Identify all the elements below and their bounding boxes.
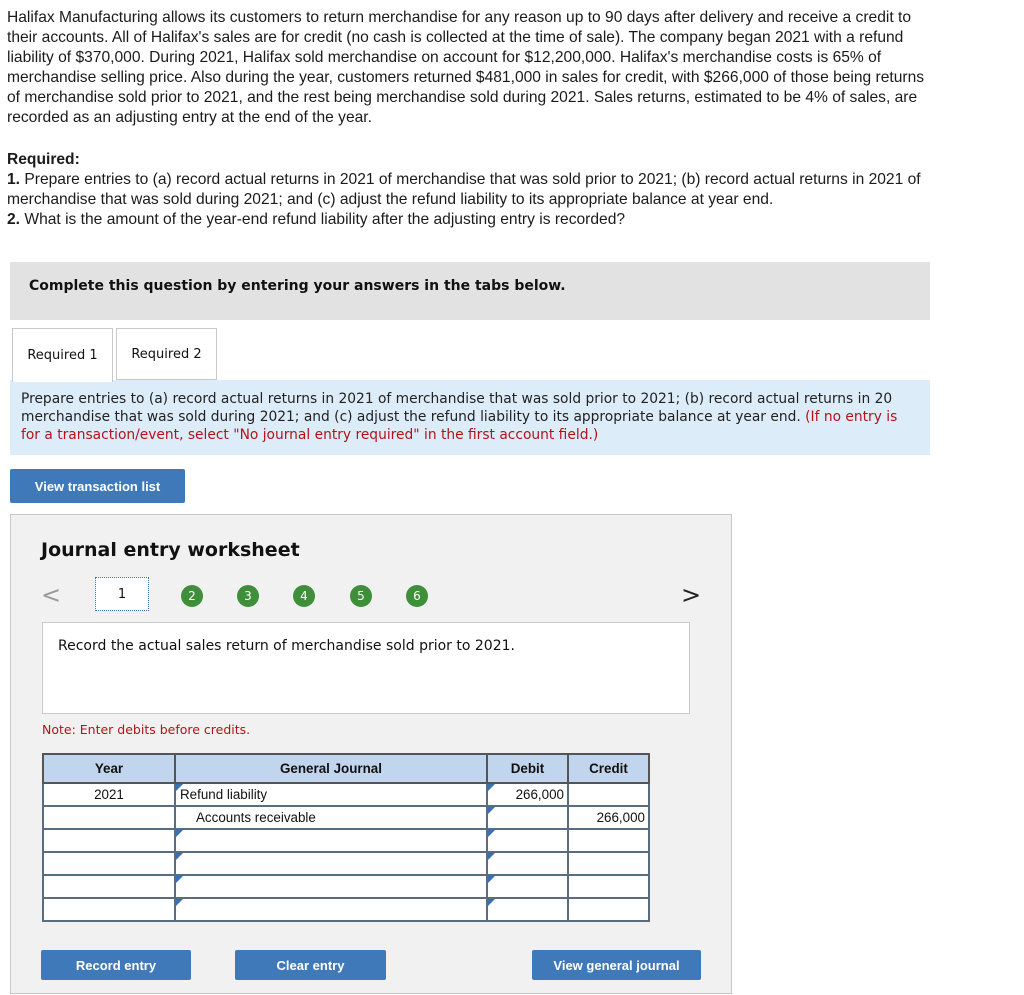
requirement-2-number: 2. [7, 211, 21, 228]
year-cell[interactable] [43, 875, 175, 898]
complete-question-text: Complete this question by entering your answers in the tabs below. [29, 278, 566, 294]
entry-step-4[interactable]: 4 [293, 585, 315, 607]
entry-step-2[interactable]: 2 [181, 585, 203, 607]
prev-entry-arrow-icon[interactable]: < [41, 581, 62, 609]
problem-paragraph: Halifax Manufacturing allows its customers to return merchandise for any reason up to 90 days after delivery and receive a credit to their accounts. All of Halifax's sales are for credit (no cash is collected at the time of sale). The company began 2021 with a refund liability of $370,000. During 2021, Halifax sold merchandise on account for $12,200,000. Halifax's merchandise costs is 65% of merchandise selling price. Also during the year, customers returned $481,000 in sales for credit, with $266,000 of those being returns of merchandise sold prior to 2021, and the rest being merchandise sold during 2021. Sales returns, estimated to be 4% of sales, are recorded as an adjusting entry at the end of the year. [7, 9, 925, 126]
column-header-debit: Debit [487, 754, 568, 783]
table-row [43, 852, 649, 875]
credit-cell[interactable] [568, 875, 649, 898]
tab-instructions [10, 380, 930, 455]
requirement-2-text: What is the amount of the year-end refund liability after the adjusting entry is recorded? [24, 211, 626, 228]
requirement-2 [7, 210, 932, 230]
column-header-year: Year [43, 754, 175, 783]
table-row [43, 829, 649, 852]
table-row [43, 875, 649, 898]
instructions-line-2 [21, 408, 930, 426]
entry-description-box [42, 622, 690, 714]
table-row [43, 783, 649, 806]
requirement-1 [7, 170, 932, 210]
clear-entry-button[interactable]: Clear entry [235, 950, 386, 980]
column-header-credit: Credit [568, 754, 649, 783]
year-cell[interactable]: 2021 [43, 783, 175, 806]
view-general-journal-button[interactable]: View general journal [532, 950, 701, 980]
requirement-1-text: Prepare entries to (a) record actual returns in 2021 of merchandise that was sold prior to 2021; (b) record actual returns in 2021 of merchandise that was sold during 2021; and (c) adjust the refund liability to its appropriate balance at year end. [7, 171, 921, 208]
year-cell[interactable] [43, 852, 175, 875]
instructions-line-1: Prepare entries to (a) record actual returns in 2021 of merchandise that was sold prior to 2021; (b) record actual returns in 20 [21, 391, 893, 407]
general-journal-table [42, 753, 650, 922]
tab-required-1[interactable]: Required 1 [12, 328, 113, 382]
credit-cell[interactable] [568, 829, 649, 852]
entry-step-3[interactable]: 3 [237, 585, 259, 607]
entry-step-current[interactable]: 1 [95, 577, 149, 611]
debits-before-credits-note: Note: Enter debits before credits. [42, 722, 251, 737]
credit-cell[interactable] [568, 783, 649, 806]
entry-description: Record the actual sales return of merchandise sold prior to 2021. [58, 638, 515, 654]
instructions-line-2-text: merchandise that was sold during 2021; and (c) adjust the refund liability to its appropriate balance at year end. [21, 409, 801, 425]
year-cell[interactable] [43, 829, 175, 852]
account-cell[interactable] [175, 875, 487, 898]
tab-required-2[interactable]: Required 2 [116, 328, 217, 380]
debit-cell[interactable] [487, 898, 568, 921]
credit-cell[interactable] [568, 898, 649, 921]
view-transaction-list-button[interactable]: View transaction list [10, 469, 185, 503]
next-entry-arrow-icon[interactable]: > [681, 581, 702, 609]
requirement-1-number: 1. [7, 171, 21, 188]
credit-cell[interactable]: 266,000 [568, 806, 649, 829]
instructions-line-3-hint: for a transaction/event, select "No journal entry required" in the first account field.) [21, 427, 599, 443]
required-heading: Required: [7, 151, 80, 168]
column-header-general-journal: General Journal [175, 754, 487, 783]
worksheet-title: Journal entry worksheet [41, 539, 300, 561]
debit-cell[interactable] [487, 852, 568, 875]
problem-statement [7, 8, 932, 230]
debit-cell[interactable] [487, 806, 568, 829]
account-cell[interactable] [175, 829, 487, 852]
table-row [43, 806, 649, 829]
credit-cell[interactable] [568, 852, 649, 875]
debit-cell[interactable] [487, 829, 568, 852]
year-cell[interactable] [43, 898, 175, 921]
account-cell[interactable]: Refund liability [175, 783, 487, 806]
year-cell[interactable] [43, 806, 175, 829]
account-cell[interactable] [175, 852, 487, 875]
entry-step-6[interactable]: 6 [406, 585, 428, 607]
record-entry-button[interactable]: Record entry [41, 950, 191, 980]
table-row [43, 898, 649, 921]
entry-step-5[interactable]: 5 [350, 585, 372, 607]
instructions-line-2-hint: (If no entry is [805, 409, 898, 425]
account-cell[interactable] [175, 898, 487, 921]
account-cell[interactable]: Accounts receivable [175, 806, 487, 829]
journal-entry-worksheet [10, 514, 732, 994]
debit-cell[interactable]: 266,000 [487, 783, 568, 806]
complete-question-banner [10, 262, 930, 320]
debit-cell[interactable] [487, 875, 568, 898]
